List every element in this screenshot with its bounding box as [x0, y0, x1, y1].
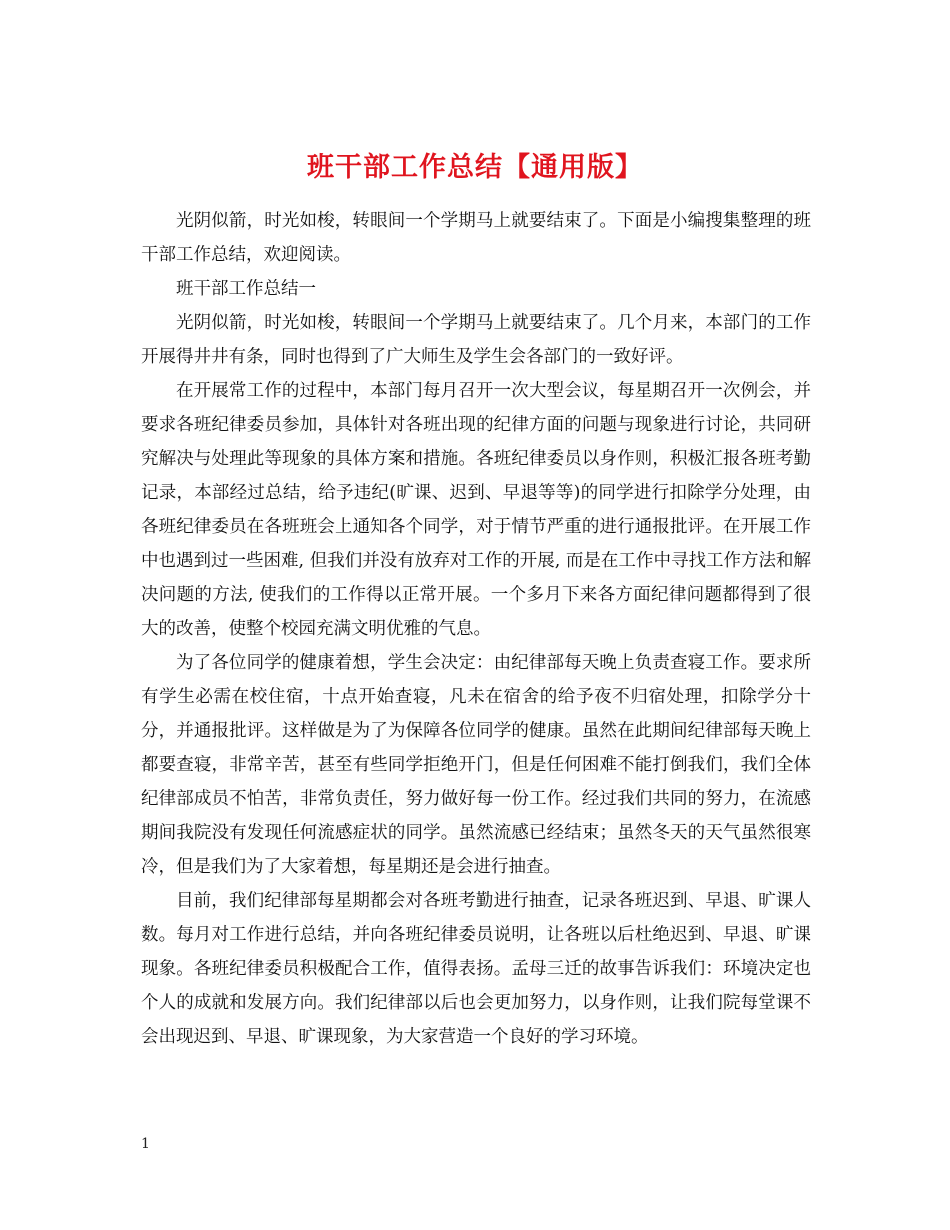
body-paragraph: 光阴似箭，时光如梭，转眼间一个学期马上就要结束了。几个月来，本部门的工作开展得井井有条，同时也得到了广大师生及学生会各部门的一致好评。: [141, 313, 811, 367]
body-paragraph: 为了各位同学的健康着想，学生会决定：由纪律部每天晚上负责查寝工作。要求所有学生必需在校住宿，十点开始查寝，凡未在宿舍的给予夜不归宿处理，扣除学分十分，并通报批评。这样做是为了为保障各位同学的健康。虽然在此期间纪律部每天晚上都要查寝，非常辛苦，甚至有些同学拒绝开门，但是任何困难不能打倒我们，我们全体纪律部成员不怕苦，非常负责任，努力做好每一份工作。经过我们共同的努力，在流感期间我院没有发现任何流感症状的同学。虽然流感已经结束；虽然冬天的天气虽然很寒冷，但是我们为了大家着想，每星期还是会进行抽查。: [141, 653, 811, 877]
body-paragraph: 目前，我们纪律部每星期都会对各班考勤进行抽查，记录各班迟到、早退、旷课人数。每月对工作进行总结，并向各班纪律委员说明，让各班以后杜绝迟到、早退、旷课现象。各班纪律委员积极配合工作，值得表扬。孟母三迁的故事告诉我们：环境决定也个人的成就和发展方向。我们纪律部以后也会更加努力，以身作则，让我们院每堂课不会出现迟到、早退、旷课现象，为大家营造一个良好的学习环境。: [141, 891, 811, 1047]
document-body: [141, 204, 811, 1054]
document-title: 班干部工作总结【通用版】: [307, 152, 643, 184]
section-heading: 班干部工作总结一: [176, 279, 316, 299]
body-paragraph: 在开展常工作的过程中，本部门每月召开一次大型会议，每星期召开一次例会，并要求各班纪律委员参加，具体针对各班出现的纪律方面的问题与现象进行讨论，共同研究解决与处理此等现象的具体方案和措施。各班纪律委员以身作则，积极汇报各班考勤记录，本部经过总结，给予违纪(旷课、迟到、早退等等)的同学进行扣除学分处理，由各班纪律委员在各班班会上通知各个同学，对于情节严重的进行通报批评。在开展工作中也遇到过一些困难, 但我们并没有放弃对工作的开展, 而是在工作中寻找工作方法和解决问题的方法, 使我们的工作得以正常开展。一个多月下来各方面纪律问题都得到了很大的改善，使整个校园充满文明优雅的气息。: [141, 381, 811, 639]
intro-paragraph: 光阴似箭，时光如梭，转眼间一个学期马上就要结束了。下面是小编搜集整理的班干部工作总结，欢迎阅读。: [141, 211, 811, 265]
page-number: 1: [141, 1136, 150, 1152]
